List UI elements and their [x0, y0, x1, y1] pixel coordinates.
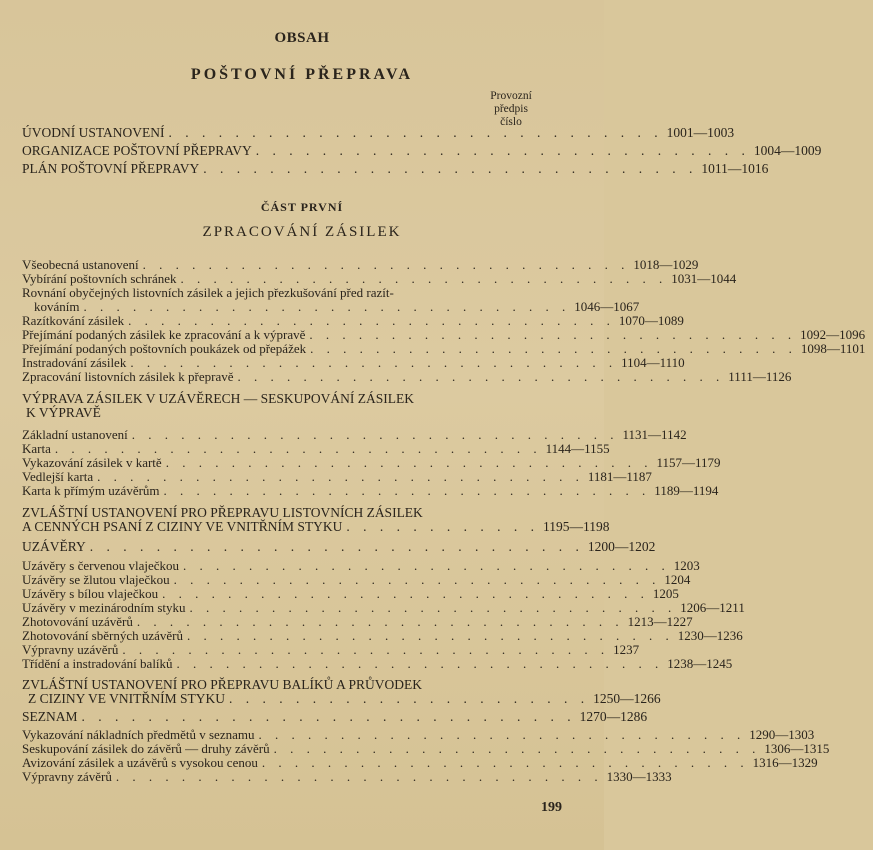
toc-label: SEZNAM — [22, 709, 78, 724]
toc-label: Vedlejší karta — [22, 469, 94, 484]
toc-number: 1237 — [613, 642, 640, 657]
toc-label: Seskupování zásilek do závěrů — druhy závěrů — [22, 741, 270, 756]
toc-row — [22, 143, 822, 158]
toc-label: Razítkování zásilek — [22, 313, 125, 328]
leader-dots: . . . . . . . . . . . . . . . . . . . . . . . . . . . . . . — [173, 572, 661, 587]
toc-row — [22, 441, 610, 456]
toc-row — [22, 286, 566, 300]
toc-row — [22, 642, 640, 657]
toc-row — [22, 483, 719, 498]
leader-dots: . . . . . . . . . . . . . . . . . . . . . . . . . . . . . . — [165, 455, 653, 470]
toc-label: Zhotovování uzávěrů — [22, 614, 133, 629]
toc-label: Karta k přímým uzávěrům — [22, 483, 160, 498]
toc-number: 1270—1286 — [579, 709, 648, 724]
toc-row — [22, 600, 745, 615]
toc-label: Výpravny uzávěrů — [22, 642, 119, 657]
toc-row — [22, 558, 700, 573]
toc-number: 1189—1194 — [654, 483, 719, 498]
toc-label: kováním — [34, 299, 80, 314]
toc-number: 1098—1101 — [800, 341, 866, 356]
toc-label: Vybírání poštovních schránek — [22, 271, 177, 286]
toc-number: 1031—1044 — [671, 271, 737, 286]
leader-dots: . . . . . . . . . . . . . . . . . . . . . . . . . . . . . . — [89, 539, 584, 554]
leader-dots: . . . . . . . . . . . . . . . . . . . . . . . . . . . . . . — [189, 600, 677, 615]
leader-dots: . . . . . . . . . . . . . . . . . . . . . . . . . . . . . . — [203, 161, 698, 176]
toc-number: 1203 — [673, 558, 700, 573]
section-heading-line: VÝPRAVA ZÁSILEK V UZÁVĚRECH — SESKUPOVÁNÍ ZÁSILEK — [22, 391, 415, 406]
leader-dots: . . . . . . . . . . . . . . . . . . . . . . . . . . . . . . — [115, 769, 603, 784]
toc-row — [22, 469, 652, 484]
leader-dots: . . . . . . . . . . . . . . . . . . . . . . . . . . . . . . — [128, 313, 615, 328]
leader-dots: . . . . . . . . . . . . . . . . . . . . . . . . . . . . . . — [187, 628, 674, 643]
toc-number: 1104—1110 — [621, 355, 685, 370]
toc-number: 1001—1003 — [666, 125, 735, 140]
toc-number: 1250—1266 — [593, 691, 661, 706]
toc-number: 1144—1155 — [545, 441, 610, 456]
toc-row — [22, 741, 830, 756]
toc-row — [22, 161, 769, 176]
toc-label: Vykazování zásilek v kartě — [22, 455, 162, 470]
toc-row — [22, 369, 792, 384]
leader-dots: . . . . . . . . . . . . . . . . . . . . . . . . . . . . . . — [255, 143, 750, 158]
toc-label: PLÁN POŠTOVNÍ PŘEPRAVY — [22, 161, 200, 176]
toc-row — [22, 586, 679, 601]
leader-dots: . . . . . . . . . . . . . . . . . . . . . . . . . . . . . . — [83, 299, 571, 314]
toc-row — [22, 572, 691, 587]
toc-number: 1070—1089 — [618, 313, 684, 328]
leader-dots: . . . . . . . . . . . . . . . . . . . . . . . . . . . . . . — [183, 558, 670, 573]
toc-row — [22, 355, 685, 370]
toc-row — [22, 455, 721, 470]
leader-dots: . . . . . . . . . . . . . . . . . . . . . . . . . . . . . . — [136, 614, 624, 629]
toc-row — [22, 427, 687, 442]
section-heading-line: Z CIZINY VE VNITŘNÍM STYKU — [28, 691, 225, 706]
leader-dots: . . . . . . . . . . . . . . . . . . . . . . . . . . . . . . — [81, 709, 576, 724]
leader-dots: . . . . . . . . . . . . . . . . . . . . . . . . . . . . . . — [54, 441, 542, 456]
toc-number: 1018—1029 — [633, 257, 699, 272]
toc-label: Karta — [22, 441, 51, 456]
leader-dots: . . . . . . . . . . . . . . . . . . . . . . . . . . . . . . — [176, 656, 664, 671]
toc-number: 1306—1315 — [764, 741, 830, 756]
section-title: ZPRACOVÁNÍ ZÁSILEK — [202, 224, 402, 240]
page-subtitle: POŠTOVNÍ PŘEPRAVA — [190, 66, 414, 83]
leader-dots: . . . . . . . . . . . . . . . . . . . . . . . . . . . . . . — [261, 755, 749, 770]
page-number: 199 — [541, 800, 562, 815]
toc-label: Uzávěry s červenou vlaječkou — [22, 558, 180, 573]
toc-row — [22, 341, 866, 356]
toc-label: Instradování zásilek — [22, 355, 127, 370]
leader-dots: . . . . . . . . . . . . . . . . . . . . . . . . . . . . . . — [310, 341, 797, 356]
toc-row — [22, 769, 672, 784]
section-heading — [22, 678, 492, 692]
toc-row — [22, 257, 699, 272]
toc-number: 1238—1245 — [667, 656, 733, 671]
toc-label: Uzávěry se žlutou vlaječkou — [22, 572, 170, 587]
toc-label: ORGANIZACE POŠTOVNÍ PŘEPRAVY — [22, 143, 252, 158]
toc-label: Uzávěry s bílou vlaječkou — [22, 586, 159, 601]
toc-row — [22, 727, 815, 742]
toc-number: 1213—1227 — [627, 614, 693, 629]
toc-number: 1205 — [652, 586, 679, 601]
toc-row — [22, 755, 818, 770]
toc-label: Avizování zásilek a uzávěrů s vysokou cenou — [22, 755, 258, 770]
toc-row — [22, 313, 684, 328]
toc-number: 1004—1009 — [753, 143, 822, 158]
leader-dots: . . . . . . . . . . . . . . . . . . . . . . . . . . . . . . — [163, 483, 651, 498]
toc-row — [22, 327, 866, 342]
column-header — [466, 90, 556, 129]
toc-row — [22, 271, 737, 286]
toc-label: Přejímání podaných zásilek ke zpracování a k výpravě — [22, 327, 306, 342]
toc-label: Výpravny závěrů — [22, 769, 112, 784]
toc-number: 1131—1142 — [622, 427, 687, 442]
leader-dots: . . . . . . . . . . . . . . . . . . . . . . . . . . . . . . — [273, 741, 761, 756]
toc-row — [22, 628, 743, 643]
leader-dots: . . . . . . . . . . . . . . . . . . . . . . — [229, 691, 590, 706]
toc-row — [22, 539, 656, 554]
toc-number: 1157—1179 — [656, 455, 721, 470]
leader-dots: . . . . . . . . . . . . . . . . . . . . . . . . . . . . . . — [237, 369, 725, 384]
toc-row — [22, 614, 693, 629]
leader-dots: . . . . . . . . . . . . . . . . . . . . . . . . . . . . . . — [168, 125, 663, 140]
leader-dots: . . . . . . . . . . . . . . . . . . . . . . . . . . . . . . — [180, 271, 668, 286]
leader-dots: . . . . . . . . . . . . . . . . . . . . . . . . . . . . . . — [130, 355, 618, 370]
toc-number: 1181—1187 — [587, 469, 652, 484]
toc-label: Přejímání podaných poštovních poukázek od přepážek — [22, 341, 307, 356]
toc-label: Všeobecná ustanovení — [22, 257, 139, 272]
toc-number: 1206—1211 — [680, 600, 745, 615]
toc-label: ÚVODNÍ USTANOVENÍ — [22, 125, 165, 140]
part-title: ČÁST PRVNÍ — [260, 200, 344, 214]
leader-dots: . . . . . . . . . . . . . . . . . . . . . . . . . . . . . . — [162, 586, 649, 601]
toc-label: Základní ustanovení — [22, 427, 128, 442]
toc-row — [22, 125, 735, 140]
toc-label: Zhotovování sběrných uzávěrů — [22, 628, 184, 643]
column-header-line: Provozní — [490, 90, 532, 102]
toc-row — [34, 299, 640, 314]
toc-number: 1316—1329 — [752, 755, 818, 770]
leader-dots: . . . . . . . . . . . . . . . . . . . . . . . . . . . . . . — [97, 469, 584, 484]
section-heading — [22, 392, 492, 420]
page-title: OBSAH — [274, 30, 330, 46]
column-header-line: předpis — [494, 103, 528, 115]
toc-number: 1200—1202 — [587, 539, 656, 554]
toc-label: Uzávěry v mezinárodním styku — [22, 600, 186, 615]
toc-number: 1046—1067 — [574, 299, 640, 314]
toc-label: Zpracování listovních zásilek k přepravě — [22, 369, 234, 384]
leader-dots: . . . . . . . . . . . . . . . . . . . . . . . . . . . . . . — [142, 257, 630, 272]
leader-dots: . . . . . . . . . . . . . . . . . . . . . . . . . . . . . . — [309, 327, 797, 342]
toc-label: UZÁVĚRY — [22, 539, 86, 554]
section-heading-line: A CENNÝCH PSANÍ Z CIZINY VE VNITŘNÍM STYKU — [22, 519, 343, 534]
toc-row — [22, 656, 733, 671]
column-header-line: číslo — [500, 116, 522, 128]
leader-dots: . . . . . . . . . . . . . . . . . . . . . . . . . . . . . . — [258, 727, 746, 742]
toc-row — [22, 519, 610, 534]
leader-dots: . . . . . . . . . . . . — [346, 519, 540, 534]
leader-dots: . . . . . . . . . . . . . . . . . . . . . . . . . . . . . . — [131, 427, 619, 442]
toc-number: 1204 — [664, 572, 691, 587]
section-heading-line: K VÝPRAVĚ — [26, 405, 101, 420]
toc-row — [28, 691, 661, 706]
toc-number: 1290—1303 — [749, 727, 815, 742]
toc-number: 1230—1236 — [677, 628, 743, 643]
toc-number: 1111—1126 — [728, 369, 792, 384]
toc-label: Rovnání obyčejných listovních zásilek a jejich přezkušování před razít- — [22, 285, 394, 300]
section-heading-line: ZVLÁŠTNÍ USTANOVENÍ PRO PŘEPRAVU BALÍKŮ A PRŮVODEK — [22, 677, 422, 692]
leader-dots: . . . . . . . . . . . . . . . . . . . . . . . . . . . . . . — [122, 642, 610, 657]
toc-number: 1011—1016 — [701, 161, 769, 176]
toc-label: Vykazování nákladních předmětů v seznamu — [22, 727, 255, 742]
toc-number: 1330—1333 — [606, 769, 672, 784]
toc-number: 1092—1096 — [800, 327, 866, 342]
toc-row — [22, 709, 648, 724]
section-heading — [22, 506, 492, 520]
toc-label: Třídění a instradování balíků — [22, 656, 173, 671]
section-heading-line: ZVLÁŠTNÍ USTANOVENÍ PRO PŘEPRAVU LISTOVNÍCH ZÁSILEK — [22, 505, 423, 520]
toc-number: 1195—1198 — [543, 519, 610, 534]
